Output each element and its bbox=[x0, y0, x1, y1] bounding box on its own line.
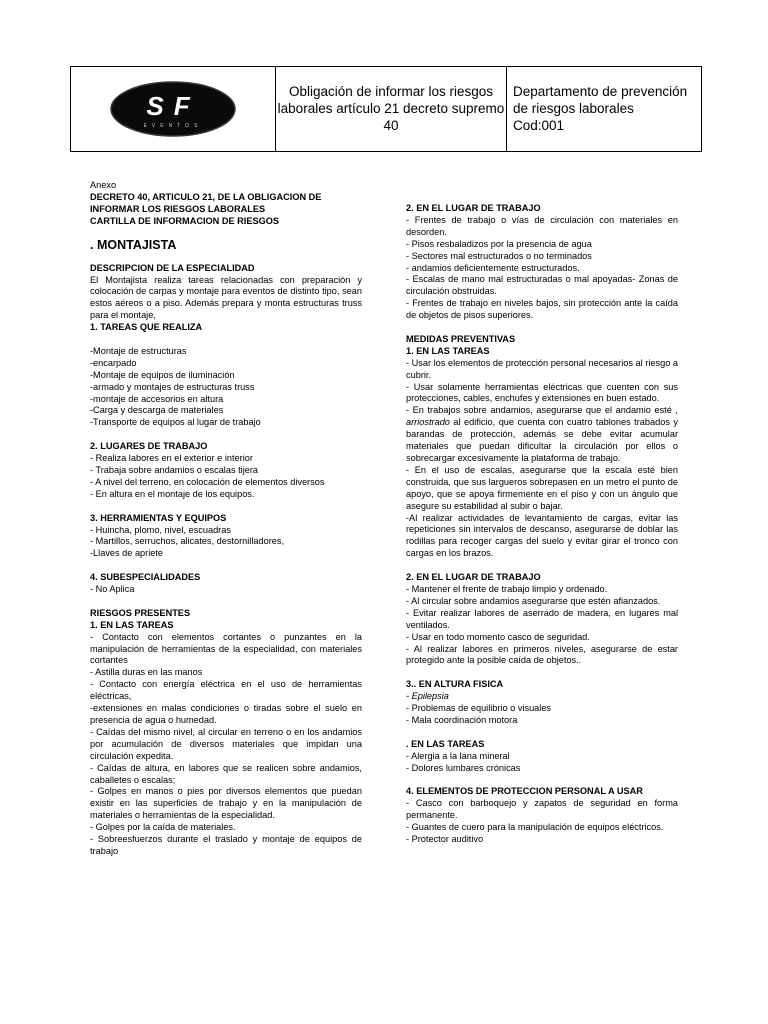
list-item: - Contacto con energía eléctrica en el uso de herramientas eléctricas, bbox=[90, 679, 362, 702]
doc-title-line-2: INFORMAR LOS RIESGOS LABORALES bbox=[90, 203, 266, 214]
subspecialties-list bbox=[90, 584, 362, 596]
list-item: - Evitar realizar labores de aserrado de madera, en lugares mal ventilados. bbox=[406, 607, 678, 630]
dept-line-1: Departamento de prevención bbox=[513, 84, 688, 99]
risks-heading: RIESGOS PRESENTES bbox=[90, 607, 191, 618]
list-item: - Sobreesfuerzos durante el traslado y montaje de equipos de trabajo bbox=[90, 834, 362, 856]
list-item: - Alergia a la lana mineral bbox=[406, 750, 510, 761]
logo-text: SF bbox=[146, 91, 200, 121]
header-title: Obligación de informar los riesgos laborales artículo 21 decreto supremo 40 bbox=[276, 67, 507, 151]
measures-tasks-list-2 bbox=[406, 465, 678, 560]
scaffold-measure: - En trabajos sobre andamios, asegurarse que el andamio esté , arriostrado al edificio, que cuenta con cuatro tablones trabados y barandas de protección, además se debe evitar acumular materiales que puedan dificultar la circulación por ellos o sobrecargar excesivamente la plataforma de trabajo. bbox=[406, 405, 678, 464]
ppe-list bbox=[406, 798, 678, 846]
doc-title-line-3: CARTILLA DE INFORMACION DE RIESGOS bbox=[90, 215, 280, 226]
list-item: -Montaje de equipos de iluminación bbox=[90, 369, 235, 380]
places-heading: 2. LUGARES DE TRABAJO bbox=[90, 441, 208, 452]
list-item: -extensiones en malas condiciones o tiradas sobre el suelo en presencia de agua o humedad. bbox=[90, 703, 362, 725]
dept-code: Cod:001 bbox=[513, 118, 565, 133]
list-item: - Pisos resbaladizos por la presencia de agua bbox=[406, 238, 592, 249]
list-item: - En el uso de escalas, asegurarse que la escala esté bien construida, que sus largueros sobrepasen en un metro el punto de apoyo, que se apoya firmemente en el piso y con un ángulo que asegure su estabilidad al subir o bajar. bbox=[406, 464, 678, 511]
list-item: - Sectores mal estructurados o no terminados bbox=[406, 250, 592, 261]
tools-heading: 3. HERRAMIENTAS Y EQUIPOS bbox=[90, 512, 227, 523]
list-item: - Usar en todo momento casco de seguridad. bbox=[406, 631, 590, 642]
right-column bbox=[406, 203, 678, 846]
list-item: - Guantes de cuero para la manipulación de equipos eléctricos. bbox=[406, 822, 664, 833]
desc-text: El Montajista realiza tareas relacionadas con preparación y colocación de carpas y montaje para eventos de distinto tipo, sean estos aéreos o a piso. Además prepara y monta estructuras truss para el montaje, bbox=[90, 274, 362, 321]
risks-tasks-list bbox=[90, 632, 362, 858]
height-heading: 3.. EN ALTURA FISICA bbox=[406, 679, 504, 690]
logo-subtext: EVENTOS bbox=[143, 123, 203, 129]
list-item: - Usar los elementos de protección personal necesarios al riesgo a cubrir. bbox=[406, 357, 678, 380]
height-epilepsy: - Epilepsia bbox=[406, 691, 449, 702]
subspecialties-heading: 4. SUBESPECIALIDADES bbox=[90, 572, 201, 583]
list-item: -Llaves de apriete bbox=[90, 548, 164, 559]
logo-cell bbox=[71, 67, 276, 151]
left-column bbox=[90, 180, 362, 858]
measures-tasks-list bbox=[406, 358, 678, 406]
place-risks-list bbox=[406, 215, 678, 322]
header-department bbox=[507, 67, 701, 151]
list-item: - Golpes en manos o pies por diversos elementos que puedan existir en las superficies de trabajo y en la manipulación de materiales o herramientas de la especialidad. bbox=[90, 786, 362, 821]
list-item: - Al realizar labores en primeros niveles, asegurarse de estar protegido ante la posible caída de objetos.. bbox=[406, 643, 678, 666]
list-item: - Huincha, plomo, nivel, escuadras bbox=[90, 524, 231, 535]
list-item: - Usar solamente herramientas eléctricas que cuenten con sus protecciones, cables, enchufes y extensiones en buen estado. bbox=[406, 381, 678, 404]
list-item: -Montaje de estructuras bbox=[90, 345, 187, 356]
list-item: - Dolores lumbares crónicas bbox=[406, 762, 521, 773]
list-item: -Transporte de equipos al lugar de trabajo bbox=[90, 417, 261, 428]
list-item: - Caídas de altura, en labores que se realicen sobre andamios, caballetes o escalas; bbox=[90, 762, 362, 785]
list-item: - Escalas de mano mal estructuradas o mal apoyadas- Zonas de circulación obstruidas. bbox=[406, 274, 678, 297]
list-item: - Trabaja sobre andamios o escalas tijera bbox=[90, 465, 259, 475]
height-list bbox=[406, 703, 678, 727]
tasks2-list bbox=[406, 751, 678, 775]
list-item: - Contacto con elementos cortantes o punzantes en la manipulación de herramientas de la especialidad, con materiales cortantes bbox=[90, 631, 362, 666]
list-item: - Martillos, serruchos, alicates, destornilladores, bbox=[90, 536, 285, 547]
list-item: - Problemas de equilibrio o visuales bbox=[406, 703, 552, 714]
list-item: - Mala coordinación motora bbox=[406, 714, 518, 725]
list-item: - Casco con barboquejo y zapatos de seguridad en forma permanente. bbox=[406, 798, 678, 821]
list-item: - Mantener el frente de trabajo limpio y ordenado. bbox=[406, 583, 608, 594]
measures-place-heading: 2. EN EL LUGAR DE TRABAJO bbox=[406, 572, 541, 583]
measures-heading: MEDIDAS PREVENTIVAS bbox=[406, 333, 516, 344]
tasks2-heading: . EN LAS TAREAS bbox=[406, 738, 485, 749]
list-item: - Golpes por la caída de materiales. bbox=[90, 822, 236, 833]
annex-label: Anexo bbox=[90, 180, 117, 190]
list-item: - A nivel del terreno, en colocación de elementos diversos bbox=[90, 476, 325, 487]
list-item: - Realiza labores en el exterior e interior bbox=[90, 453, 253, 464]
dept-line-2: de riesgos laborales bbox=[513, 101, 634, 116]
list-item: -armado y montajes de estructuras truss bbox=[90, 381, 255, 392]
tasks-list bbox=[90, 346, 362, 429]
ppe-heading: 4. ELEMENTOS DE PROTECCION PERSONAL A USAR bbox=[406, 786, 643, 797]
document-header bbox=[70, 66, 702, 152]
specialty-title: . MONTAJISTA bbox=[90, 237, 177, 252]
list-item: -montaje de accesorios en altura bbox=[90, 393, 224, 404]
list-item: - En altura en el montaje de los equipos. bbox=[90, 488, 255, 499]
tools-list bbox=[90, 525, 362, 561]
list-item: -encarpado bbox=[90, 357, 137, 368]
place-risks-heading: 2. EN EL LUGAR DE TRABAJO bbox=[406, 203, 541, 213]
company-logo bbox=[109, 80, 237, 138]
doc-title-line-1: DECRETO 40, ARTICULO 21, DE LA OBLIGACION DE bbox=[90, 191, 322, 202]
measures-tasks-heading: 1. EN LAS TAREAS bbox=[406, 345, 490, 356]
risks-tasks-heading: 1. EN LAS TAREAS bbox=[90, 619, 174, 630]
list-item: - Al circular sobre andamios asegurarse que estén afianzados. bbox=[406, 595, 661, 606]
places-list bbox=[90, 453, 362, 501]
tasks-heading: 1. TAREAS QUE REALIZA bbox=[90, 322, 203, 333]
list-item: -Carga y descarga de materiales bbox=[90, 405, 224, 416]
list-item: - Frentes de trabajo en niveles bajos, sin protección ante la caída de objetos de pisos superiores. bbox=[406, 298, 678, 321]
list-item: - Caídas del mismo nivel, al circular en terreno o en los andamios por acumulación de diversos materiales que impidan una circulación expedita. bbox=[90, 726, 362, 761]
list-item: - Astilla duras en las manos bbox=[90, 667, 203, 678]
list-item: - andamios deficientemente estructurados. bbox=[406, 262, 580, 273]
desc-heading: DESCRIPCION DE LA ESPECIALIDAD bbox=[90, 262, 255, 273]
list-item: - Protector auditivo bbox=[406, 833, 484, 844]
list-item: - Frentes de trabajo o vías de circulación con materiales en desorden. bbox=[406, 214, 678, 237]
measures-place-list bbox=[406, 584, 678, 667]
list-item: - No Aplica bbox=[90, 584, 135, 595]
list-item: -Al realizar actividades de levantamiento de cargas, evitar las repeticiones sin intervalos de descanso, asegurarse de doblar las rodillas para recoger cargas del suelo y evitar girar el tronco con cargas en los brazos. bbox=[406, 512, 678, 559]
